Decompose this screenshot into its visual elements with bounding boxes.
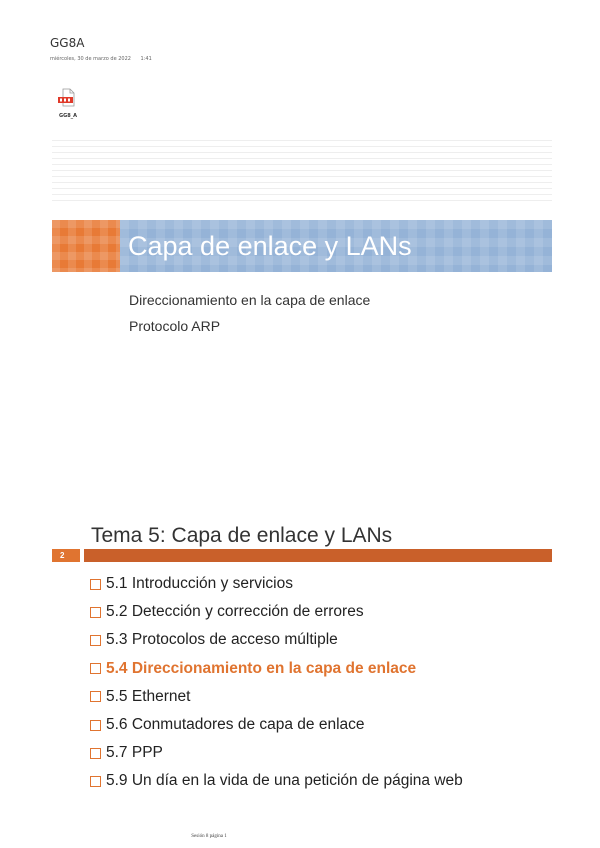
slide1-title: Capa de enlace y LANs — [128, 231, 412, 261]
checkbox-bullet-icon — [90, 748, 101, 759]
page-timestamp — [50, 56, 152, 62]
page-date: miércoles, 30 de marzo de 2022 — [50, 56, 131, 62]
list-item: 5.3 Protocolos de acceso múltiple — [90, 626, 463, 654]
list-item: 5.6 Conmutadores de capa de enlace — [90, 711, 463, 739]
slide-background-stripes — [52, 140, 552, 202]
attachment-label[interactable]: GG8_A — [59, 113, 78, 119]
topic-list — [90, 570, 463, 796]
checkbox-bullet-icon — [90, 635, 101, 646]
checkbox-bullet-icon — [90, 579, 101, 590]
checkbox-bullet-icon — [90, 663, 101, 674]
checkbox-bullet-icon — [90, 776, 101, 787]
list-item: 5.9 Un día en la vida de una petición de página web — [90, 767, 463, 795]
slide2-title: Tema 5: Capa de enlace y LANs — [91, 524, 393, 547]
slide1-subtitle: Direccionamiento en la capa de enlace — [129, 292, 371, 308]
checkbox-bullet-icon — [90, 607, 101, 618]
checkbox-bullet-icon — [90, 691, 101, 702]
list-item: 5.7 PPP — [90, 739, 463, 767]
slide-number: 2 — [60, 551, 65, 560]
list-item: 5.2 Detección y corrección de errores — [90, 598, 463, 626]
page-footer: Sesión 8 página 1 — [191, 834, 227, 839]
list-item-active: 5.4 Direccionamiento en la capa de enlace — [90, 655, 463, 683]
list-item: 5.1 Introducción y servicios — [90, 570, 463, 598]
slide-title-orange-block — [52, 220, 120, 272]
pdf-file-icon[interactable] — [57, 88, 79, 108]
slide1-subtitle: Protocolo ARP — [129, 318, 221, 334]
page-time: 1:41 — [140, 56, 152, 62]
title-underline-bar — [84, 549, 552, 562]
page-title: GG8A — [50, 36, 85, 50]
checkbox-bullet-icon — [90, 720, 101, 731]
list-item: 5.5 Ethernet — [90, 683, 463, 711]
